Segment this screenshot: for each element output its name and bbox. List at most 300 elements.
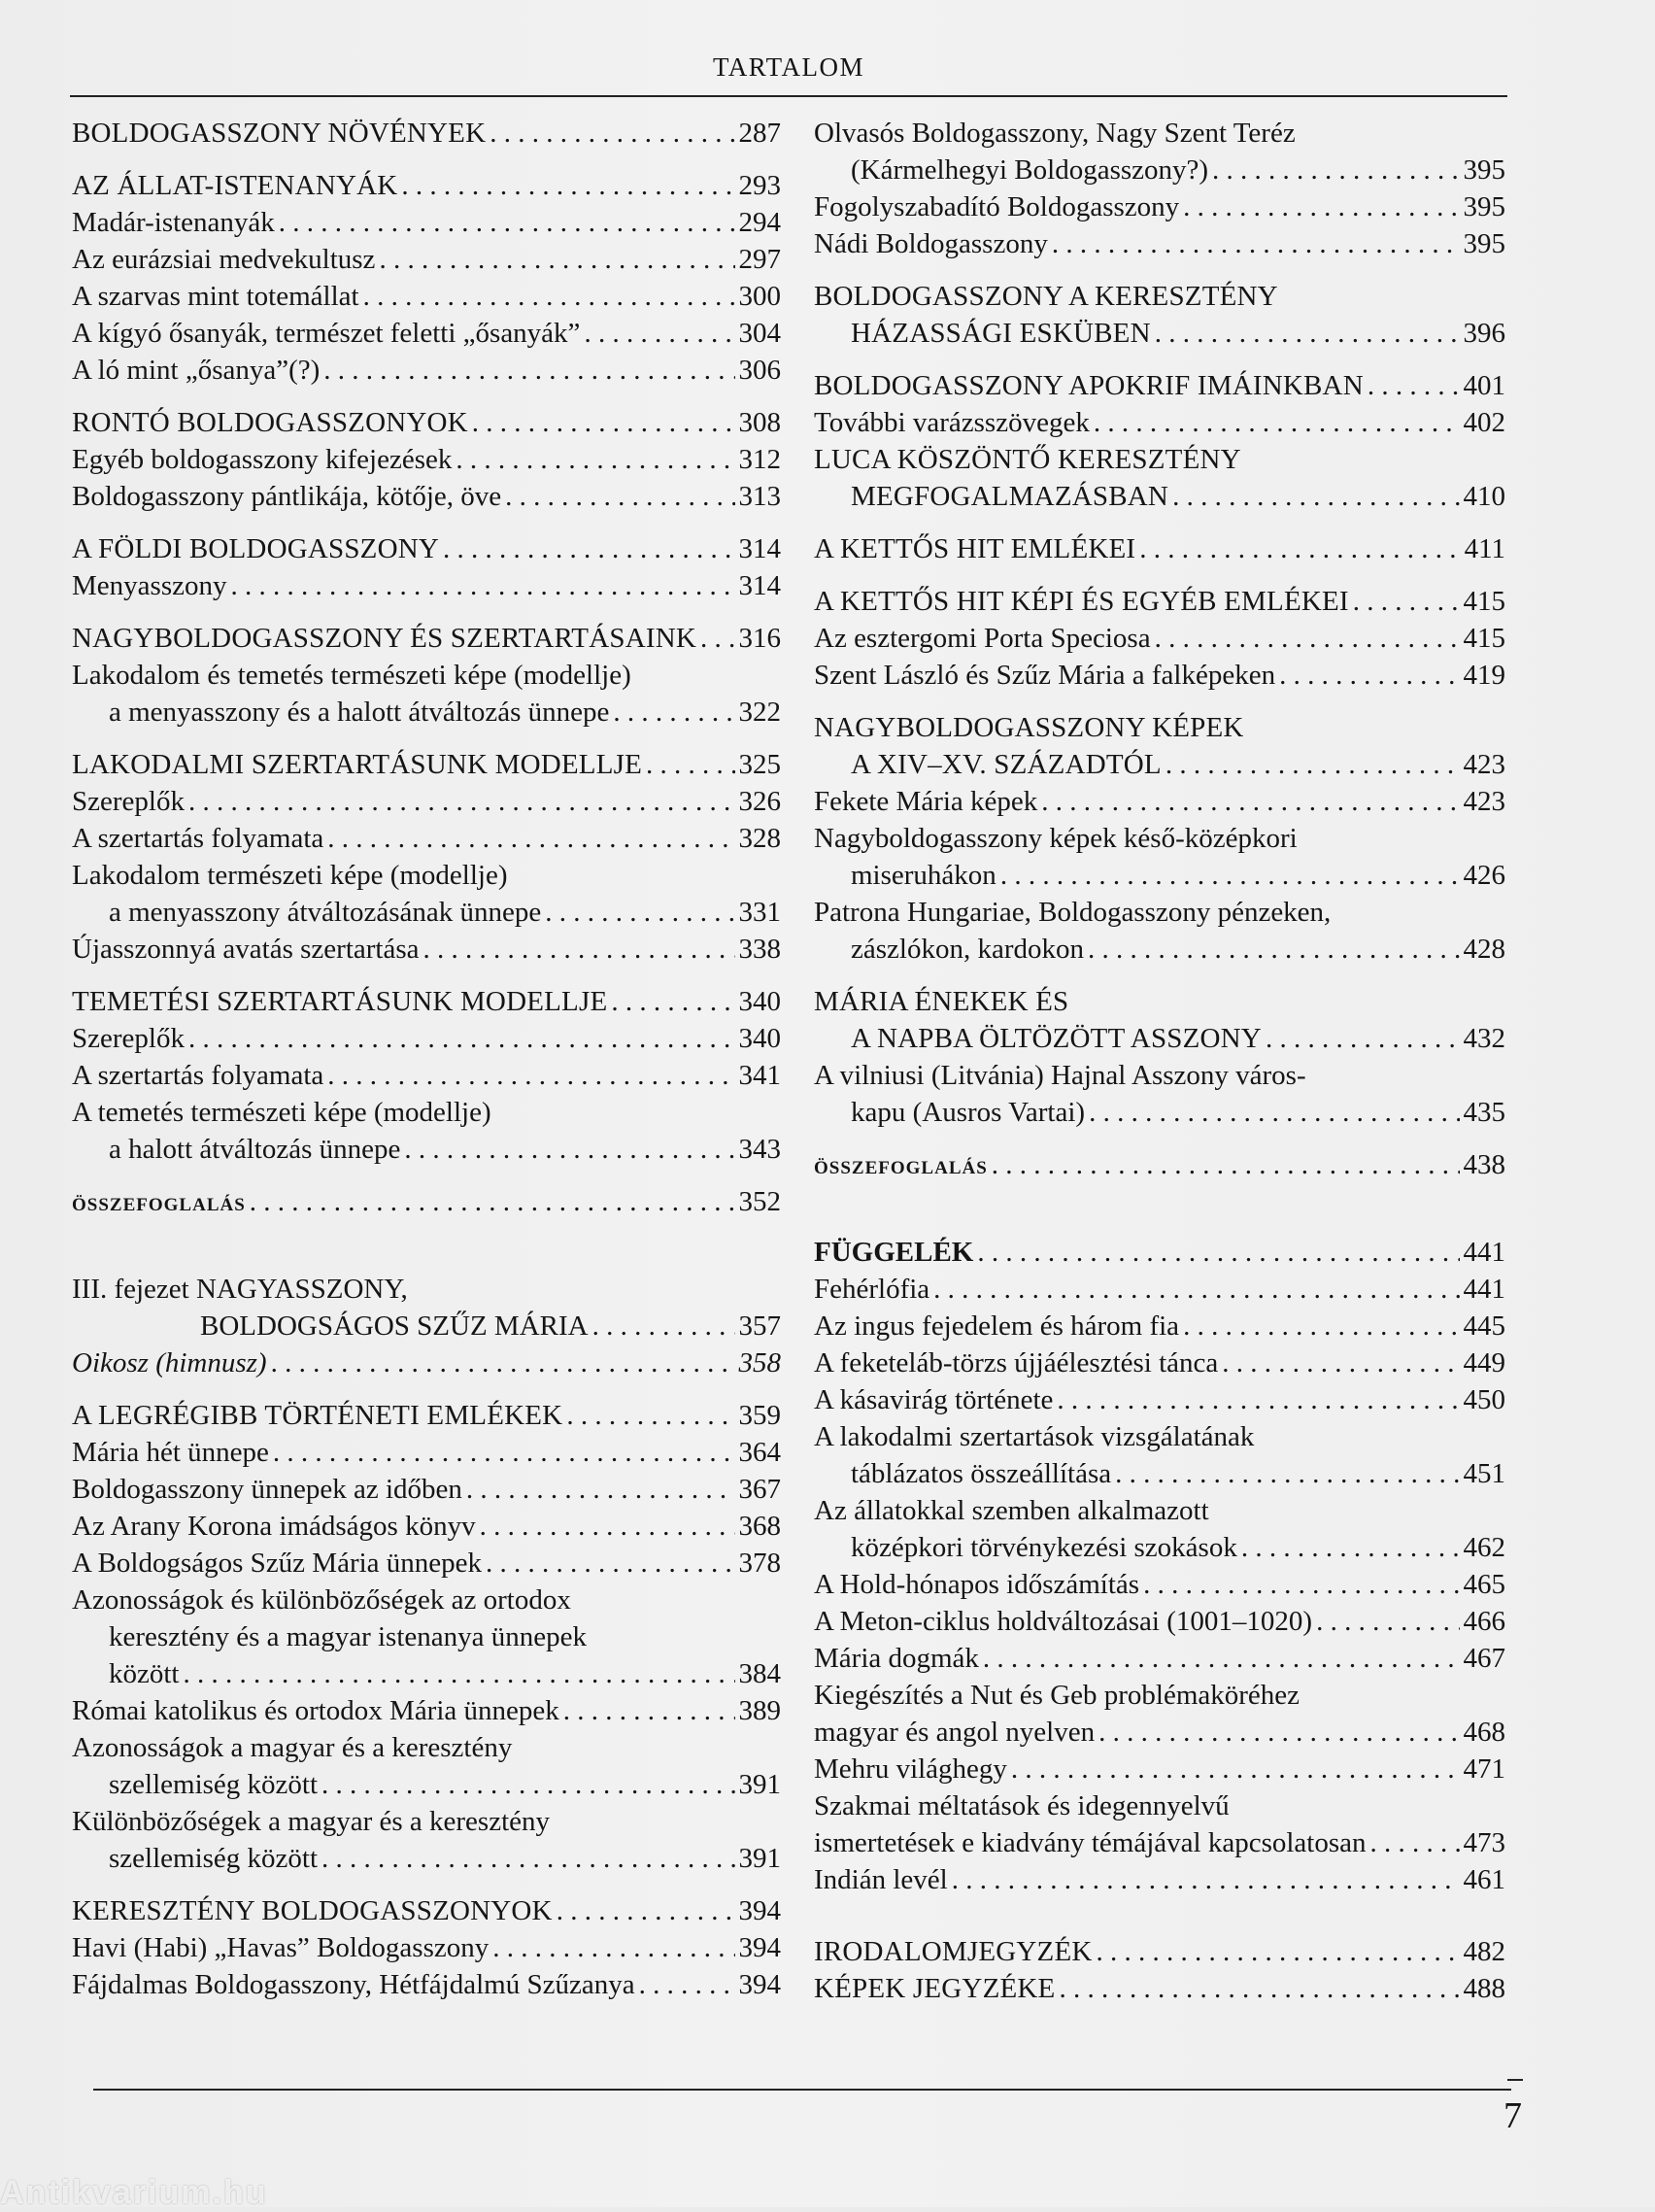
toc-entry <box>72 1582 781 1618</box>
toc-entry-title: BOLDOGASSZONY A KERESZTÉNY <box>814 281 1278 312</box>
toc-spacer <box>814 1183 1505 1234</box>
toc-entry <box>72 857 781 894</box>
toc-page-number: 396 <box>1463 318 1505 349</box>
toc-page-number: 395 <box>1463 154 1505 186</box>
toc-entry-title: A vilniusi (Litvánia) Hajnal Asszony város- <box>814 1060 1306 1091</box>
toc-spacer <box>72 1220 781 1271</box>
toc-entry-title: keresztény és a magyar istenanya ünnepek <box>109 1621 587 1652</box>
toc-entry-title: Boldogasszony pántlikája, kötője, öve <box>72 481 502 512</box>
toc-page-number: 482 <box>1463 1936 1505 1967</box>
toc-entry <box>814 1970 1505 2007</box>
toc-spacer <box>814 1131 1505 1146</box>
toc-entry <box>814 1492 1505 1529</box>
dot-leader <box>321 1840 734 1877</box>
toc-entry <box>814 1933 1505 1970</box>
toc-entry <box>814 315 1505 352</box>
toc-entry <box>814 783 1505 820</box>
toc-entry <box>72 1729 781 1766</box>
toc-entry-title: miseruhákon <box>851 860 996 891</box>
dot-leader <box>490 115 734 152</box>
toc-entry-title: Fehérlófia <box>814 1274 930 1305</box>
dot-leader <box>1212 152 1459 188</box>
toc-entry-title: Az Arany Korona imádságos könyv <box>72 1511 476 1542</box>
toc-entry <box>814 1751 1505 1787</box>
dot-leader <box>952 1861 1460 1898</box>
dot-leader <box>1139 530 1460 567</box>
dot-leader <box>188 783 735 820</box>
toc-entry <box>72 1471 781 1508</box>
toc-entry <box>814 367 1505 404</box>
dot-leader <box>271 1344 735 1381</box>
toc-entry <box>72 894 781 931</box>
toc-entry-title: MÁRIA ÉNEKEK ÉS <box>814 986 1069 1017</box>
toc-spacer <box>814 515 1505 530</box>
toc-page-number: 467 <box>1463 1643 1505 1674</box>
toc-entry <box>72 783 781 820</box>
toc-entry-title: BOLDOGASSZONY NÖVÉNYEK <box>72 118 487 149</box>
toc-entry <box>72 167 781 204</box>
dot-leader <box>592 1308 735 1344</box>
toc-entry-title: Szakmai méltatások és idegennyelvű <box>814 1790 1230 1821</box>
toc-entry-title: HÁZASSÁGI ESKÜBEN <box>851 318 1151 349</box>
toc-entry <box>814 931 1505 968</box>
toc-entry <box>72 315 781 352</box>
toc-page-number: 435 <box>1463 1097 1505 1128</box>
toc-page-number: 449 <box>1463 1347 1505 1378</box>
toc-entry <box>814 1020 1505 1057</box>
toc-entry-title: ÖSSZEFOGLALÁS <box>72 1195 246 1215</box>
toc-page-number: 340 <box>738 1023 781 1054</box>
dot-leader <box>273 1434 735 1471</box>
page-title: TARTALOM <box>712 52 865 82</box>
toc-page-number: 394 <box>738 1932 781 1963</box>
toc-page-number: 432 <box>1463 1023 1505 1054</box>
toc-entry-title: Lakodalom természeti képe (modellje) <box>72 860 508 891</box>
toc-entry-title: Különbözőségek a magyar és a keresztény <box>72 1806 550 1837</box>
toc-page-number: 462 <box>1463 1532 1505 1563</box>
toc-entry <box>814 583 1505 620</box>
toc-page-number: 384 <box>738 1658 781 1689</box>
page-number: 7 <box>1503 2095 1522 2136</box>
dot-leader <box>492 1929 734 1966</box>
toc-entry <box>814 894 1505 931</box>
toc-entry <box>72 657 781 694</box>
toc-spacer <box>72 152 781 167</box>
toc-page-number: 357 <box>738 1310 781 1342</box>
toc-entry <box>72 567 781 604</box>
toc-entry <box>72 620 781 657</box>
dot-leader <box>321 1766 734 1803</box>
toc-entry-title: Fekete Mária képek <box>814 786 1038 817</box>
dot-leader <box>505 478 734 515</box>
toc-page-number: 428 <box>1463 934 1505 965</box>
dot-leader <box>1183 1308 1459 1344</box>
footer-rule <box>93 2089 1511 2091</box>
toc-entry <box>72 1271 781 1308</box>
toc-entry-title: Havi (Habi) „Havas” Boldogasszony <box>72 1932 490 1963</box>
dot-leader <box>466 1471 735 1508</box>
toc-entry-title: Az eurázsiai medvekultusz <box>72 244 376 275</box>
toc-entry <box>814 1057 1505 1094</box>
toc-left-column <box>72 115 781 2003</box>
toc-spacer <box>814 262 1505 278</box>
toc-entry-title: BOLDOGSÁGOS SZŰZ MÁRIA <box>200 1310 589 1342</box>
toc-page-number: 445 <box>1463 1310 1505 1342</box>
dot-leader <box>323 352 734 389</box>
toc-entry <box>814 278 1505 315</box>
dot-leader <box>184 1655 735 1692</box>
dot-leader <box>1370 1824 1460 1861</box>
toc-entry <box>72 204 781 241</box>
dot-leader <box>611 983 734 1020</box>
toc-entry-title: A szertartás folyamata <box>72 1060 324 1091</box>
toc-entry <box>72 694 781 731</box>
dot-leader <box>327 1057 734 1094</box>
toc-page-number: 438 <box>1463 1149 1505 1180</box>
dot-leader <box>1089 1094 1459 1131</box>
toc-spacer <box>814 1898 1505 1933</box>
dot-leader <box>1316 1603 1459 1640</box>
toc-page-number: 293 <box>738 170 781 201</box>
toc-entry-title: NAGYBOLDOGASSZONY ÉS SZERTARTÁSAINK <box>72 623 696 654</box>
toc-entry-title: MEGFOGALMAZÁSBAN <box>851 481 1169 512</box>
toc-entry-title: Nádi Boldogasszony <box>814 228 1048 259</box>
dot-leader <box>230 567 734 604</box>
watermark: Antikvarium.hu <box>0 2174 268 2211</box>
toc-entry-title: AZ ÁLLAT-ISTENANYÁK <box>72 170 398 201</box>
toc-entry <box>72 1840 781 1877</box>
page-header <box>70 47 1507 97</box>
dot-leader <box>472 404 735 441</box>
toc-entry <box>814 1677 1505 1714</box>
toc-page-number: 358 <box>738 1347 781 1378</box>
toc-page-number: 312 <box>738 444 781 475</box>
toc-entry-title: A Boldogságos Szűz Mária ünnepek <box>72 1548 483 1579</box>
toc-entry-title: szellemiség között <box>109 1843 319 1874</box>
toc-page-number: 468 <box>1463 1717 1505 1748</box>
toc-entry-title: Azonosságok a magyar és a keresztény <box>72 1732 513 1763</box>
dot-leader <box>1143 1566 1459 1603</box>
page-number-mark <box>1507 2079 1523 2081</box>
toc-entry-title: NAGYBOLDOGASSZONY KÉPEK <box>814 712 1244 743</box>
toc-entry-title: Menyasszony <box>72 570 227 601</box>
dot-leader <box>1052 225 1460 262</box>
dot-leader <box>566 1397 734 1434</box>
toc-entry <box>814 1271 1505 1308</box>
toc-page-number: 391 <box>738 1769 781 1800</box>
toc-page-number: 378 <box>738 1548 781 1579</box>
toc-page-number: 488 <box>1463 1973 1505 2004</box>
toc-entry <box>814 404 1505 441</box>
toc-entry-title: A KETTŐS HIT KÉPI ÉS EGYÉB EMLÉKEI <box>814 586 1349 617</box>
toc-page-number: 410 <box>1463 481 1505 512</box>
toc-page-number: 394 <box>738 1969 781 2000</box>
toc-entry <box>72 746 781 783</box>
dot-leader <box>977 1234 1459 1271</box>
toc-spacer <box>72 1381 781 1397</box>
dot-leader <box>646 746 734 783</box>
toc-entry-title: Egyéb boldogasszony kifejezések <box>72 444 453 475</box>
toc-entry <box>72 1020 781 1057</box>
toc-spacer <box>72 968 781 983</box>
dot-leader <box>250 1183 735 1220</box>
dot-leader <box>443 530 735 567</box>
dot-leader <box>1059 1970 1459 2007</box>
toc-entry-title: (Kármelhegyi Boldogasszony?) <box>851 154 1209 186</box>
toc-entry <box>814 620 1505 657</box>
toc-entry-title: Szereplők <box>72 786 185 817</box>
toc-entry-title: A NAPBA ÖLTÖZÖTT ASSZONY <box>851 1023 1262 1054</box>
toc-page-number: 415 <box>1463 586 1505 617</box>
toc-entry-title: Madár-istenanyák <box>72 207 275 238</box>
toc-page-number: 465 <box>1463 1569 1505 1600</box>
toc-page-number: 395 <box>1463 191 1505 222</box>
toc-page-number: 419 <box>1463 660 1505 691</box>
dot-leader <box>1000 857 1460 894</box>
toc-entry-title: Mária dogmák <box>814 1643 979 1674</box>
toc-entry-title: Római katolikus és ortodox Mária ünnepek <box>72 1695 559 1726</box>
toc-entry <box>72 404 781 441</box>
toc-entry <box>72 1545 781 1582</box>
toc-entry <box>72 352 781 389</box>
dot-leader <box>1183 188 1459 225</box>
toc-page-number: 367 <box>738 1474 781 1505</box>
toc-entry-title: Azonosságok és különbözőségek az ortodox <box>72 1584 571 1616</box>
dot-leader <box>1011 1751 1460 1787</box>
toc-entry <box>72 478 781 515</box>
toc-entry <box>72 1131 781 1168</box>
dot-leader <box>983 1640 1460 1677</box>
toc-page-number: 426 <box>1463 860 1505 891</box>
toc-page-number: 368 <box>738 1511 781 1542</box>
toc-page-number: 300 <box>738 281 781 312</box>
toc-page-number: 297 <box>738 244 781 275</box>
toc-entry <box>814 657 1505 694</box>
toc-page-number: 340 <box>738 986 781 1017</box>
dot-leader <box>1279 657 1459 694</box>
toc-entry-title: A XIV–XV. SZÁZADTÓL <box>851 749 1162 780</box>
toc-entry <box>72 1094 781 1131</box>
toc-entry-title: III. fejezet NAGYASSZONY, <box>72 1274 408 1305</box>
toc-entry-title: szellemiség között <box>109 1769 319 1800</box>
toc-entry-title: A ló mint „ősanya”(?) <box>72 355 321 386</box>
toc-entry-title: Mária hét ünnepe <box>72 1437 269 1468</box>
toc-page-number: 314 <box>738 570 781 601</box>
dot-leader <box>700 620 735 657</box>
toc-entry-title: Fogolyszabadító Boldogasszony <box>814 191 1180 222</box>
toc-entry <box>814 1529 1505 1566</box>
toc-page-number: 451 <box>1463 1458 1505 1489</box>
toc-entry-title: Oikosz (himnusz) <box>72 1347 267 1378</box>
toc-entry-title: Kiegészítés a Nut és Geb problémaköréhez <box>814 1680 1300 1711</box>
toc-entry <box>72 820 781 857</box>
toc-entry-title: A feketeláb-törzs újjáélesztési tánca <box>814 1347 1219 1378</box>
toc-entry-title: zászlókon, kardokon <box>851 934 1084 965</box>
toc-page-number: 395 <box>1463 228 1505 259</box>
toc-entry-title: Az ingus fejedelem és három fia <box>814 1310 1180 1342</box>
dot-leader <box>545 894 734 931</box>
dot-leader <box>1094 404 1460 441</box>
dot-leader <box>1155 620 1460 657</box>
toc-page-number: 423 <box>1463 749 1505 780</box>
toc-page-number: 352 <box>738 1186 781 1217</box>
toc-entry <box>72 1434 781 1471</box>
dot-leader <box>1115 1455 1459 1492</box>
toc-page-number: 338 <box>738 934 781 965</box>
toc-page-number: 294 <box>738 207 781 238</box>
toc-entry-title: ÖSSZEFOGLALÁS <box>814 1158 988 1178</box>
toc-entry <box>72 1929 781 1966</box>
toc-entry <box>814 1861 1505 1898</box>
dot-leader <box>1098 1714 1459 1751</box>
toc-entry <box>814 1455 1505 1492</box>
toc-entry <box>72 983 781 1020</box>
toc-entry <box>814 820 1505 857</box>
toc-page-number: 306 <box>738 355 781 386</box>
toc-page-number: 450 <box>1463 1384 1505 1415</box>
dot-leader <box>933 1271 1459 1308</box>
toc-entry <box>72 1508 781 1545</box>
toc-entry-title: A lakodalmi szertartások vizsgálatának <box>814 1421 1255 1452</box>
toc-spacer <box>814 352 1505 367</box>
toc-page-number: 364 <box>738 1437 781 1468</box>
toc-page-number: 325 <box>738 749 781 780</box>
toc-entry-title: a menyasszony és a halott átváltozás ünnepe <box>109 697 610 728</box>
toc-entry-title: a halott átváltozás ünnepe <box>109 1134 401 1165</box>
toc-entry-title: RONTÓ BOLDOGASSZONYOK <box>72 407 468 438</box>
toc-entry-title: Szereplők <box>72 1023 185 1054</box>
toc-entry-title: LUCA KÖSZÖNTŐ KERESZTÉNY <box>814 444 1241 475</box>
toc-entry-title: Lakodalom és temetés természeti képe (modellje) <box>72 660 631 691</box>
toc-right-column <box>814 115 1505 2007</box>
toc-spacer <box>814 567 1505 583</box>
toc-page-number: 402 <box>1463 407 1505 438</box>
toc-entry <box>72 530 781 567</box>
toc-entry-title: A Meton-ciklus holdváltozásai (1001–1020) <box>814 1606 1313 1637</box>
toc-entry-title: Az esztergomi Porta Speciosa <box>814 623 1151 654</box>
toc-page-number: 473 <box>1463 1827 1505 1858</box>
toc-entry-title: BOLDOGASSZONY APOKRIF IMÁINKBAN <box>814 370 1364 401</box>
toc-entry-title: A szertartás folyamata <box>72 823 324 854</box>
toc-entry-title: ismertetések e kiadvány témájával kapcsolatosan <box>814 1827 1367 1858</box>
dot-leader <box>379 241 734 278</box>
toc-entry <box>814 1566 1505 1603</box>
toc-entry <box>814 1418 1505 1455</box>
dot-leader <box>327 820 734 857</box>
dot-leader <box>1353 583 1460 620</box>
toc-entry <box>814 1714 1505 1751</box>
toc-entry <box>814 1824 1505 1861</box>
toc-entry <box>814 857 1505 894</box>
toc-entry-title: Boldogasszony ünnepek az időben <box>72 1474 462 1505</box>
toc-spacer <box>72 389 781 404</box>
toc-entry <box>72 1183 781 1220</box>
toc-page-number: 441 <box>1463 1274 1505 1305</box>
toc-spacer <box>814 968 1505 983</box>
dot-leader <box>456 441 734 478</box>
toc-entry <box>814 478 1505 515</box>
toc-spacer <box>72 604 781 620</box>
toc-entry <box>814 152 1505 188</box>
toc-entry-title: középkori törvénykezési szokások <box>851 1532 1237 1563</box>
toc-entry <box>72 278 781 315</box>
toc-entry <box>72 1397 781 1434</box>
dot-leader <box>279 204 735 241</box>
toc-page-number: 394 <box>738 1895 781 1926</box>
toc-entry-title: a menyasszony átváltozásának ünnepe <box>109 897 542 928</box>
toc-page-number: 466 <box>1463 1606 1505 1637</box>
toc-entry-title: TEMETÉSI SZERTARTÁSUNK MODELLJE <box>72 986 608 1017</box>
dot-leader <box>363 278 735 315</box>
toc-page-number: 328 <box>738 823 781 854</box>
dot-leader <box>584 315 734 352</box>
toc-spacer <box>72 1168 781 1183</box>
toc-entry-title: Az állatokkal szemben alkalmazott <box>814 1495 1209 1526</box>
toc-entry-title: Nagyboldogasszony képek késő-középkori <box>814 823 1298 854</box>
toc-entry <box>72 1766 781 1803</box>
toc-entry <box>72 1057 781 1094</box>
toc-entry-title: A LEGRÉGIBB TÖRTÉNETI EMLÉKEK <box>72 1400 563 1431</box>
dot-leader <box>1041 783 1459 820</box>
toc-entry-title: kapu (Ausros Vartai) <box>851 1097 1086 1128</box>
toc-entry-title: Indián levél <box>814 1864 948 1895</box>
dot-leader <box>423 931 735 968</box>
dot-leader <box>1057 1381 1459 1418</box>
dot-leader <box>480 1508 735 1545</box>
toc-entry <box>814 1787 1505 1824</box>
toc-page-number: 308 <box>738 407 781 438</box>
dot-leader <box>1222 1344 1459 1381</box>
toc-page-number: 389 <box>738 1695 781 1726</box>
dot-leader <box>1088 931 1460 968</box>
toc-entry-title: A kígyó ősanyák, természet feletti „ősanyák” <box>72 318 581 349</box>
toc-entry-title: LAKODALMI SZERTARTÁSUNK MODELLJE <box>72 749 643 780</box>
toc-entry <box>814 530 1505 567</box>
toc-entry-title: magyar és angol nyelven <box>814 1717 1096 1748</box>
toc-entry <box>72 1344 781 1381</box>
toc-page-number: 304 <box>738 318 781 349</box>
toc-entry <box>814 441 1505 478</box>
toc-entry <box>814 1344 1505 1381</box>
dot-leader <box>1368 367 1460 404</box>
dot-leader <box>563 1692 735 1729</box>
toc-entry <box>72 241 781 278</box>
dot-leader <box>557 1892 735 1929</box>
dot-leader <box>1241 1529 1460 1566</box>
toc-entry <box>814 1640 1505 1677</box>
toc-entry-title: A kásavirág története <box>814 1384 1054 1415</box>
toc-page-number: 326 <box>738 786 781 817</box>
toc-page-number: 391 <box>738 1843 781 1874</box>
toc-entry <box>72 441 781 478</box>
dot-leader <box>639 1966 735 2003</box>
toc-entry <box>814 983 1505 1020</box>
toc-page-number: 341 <box>738 1060 781 1091</box>
toc-entry <box>72 1892 781 1929</box>
toc-spacer <box>814 694 1505 709</box>
toc-entry-title: IRODALOMJEGYZÉK <box>814 1936 1093 1967</box>
toc-page-number: 316 <box>738 623 781 654</box>
toc-entry-title: A FÖLDI BOLDOGASSZONY <box>72 533 439 564</box>
toc-page-number: 314 <box>738 533 781 564</box>
toc-entry-title: További varázsszövegek <box>814 407 1090 438</box>
toc-entry-title: A temetés természeti képe (modellje) <box>72 1097 491 1128</box>
dot-leader <box>613 694 734 731</box>
toc-page-number: 423 <box>1463 786 1505 817</box>
toc-entry <box>814 115 1505 152</box>
toc-entry-title: Mehru világhegy <box>814 1753 1007 1785</box>
dot-leader <box>992 1146 1460 1183</box>
